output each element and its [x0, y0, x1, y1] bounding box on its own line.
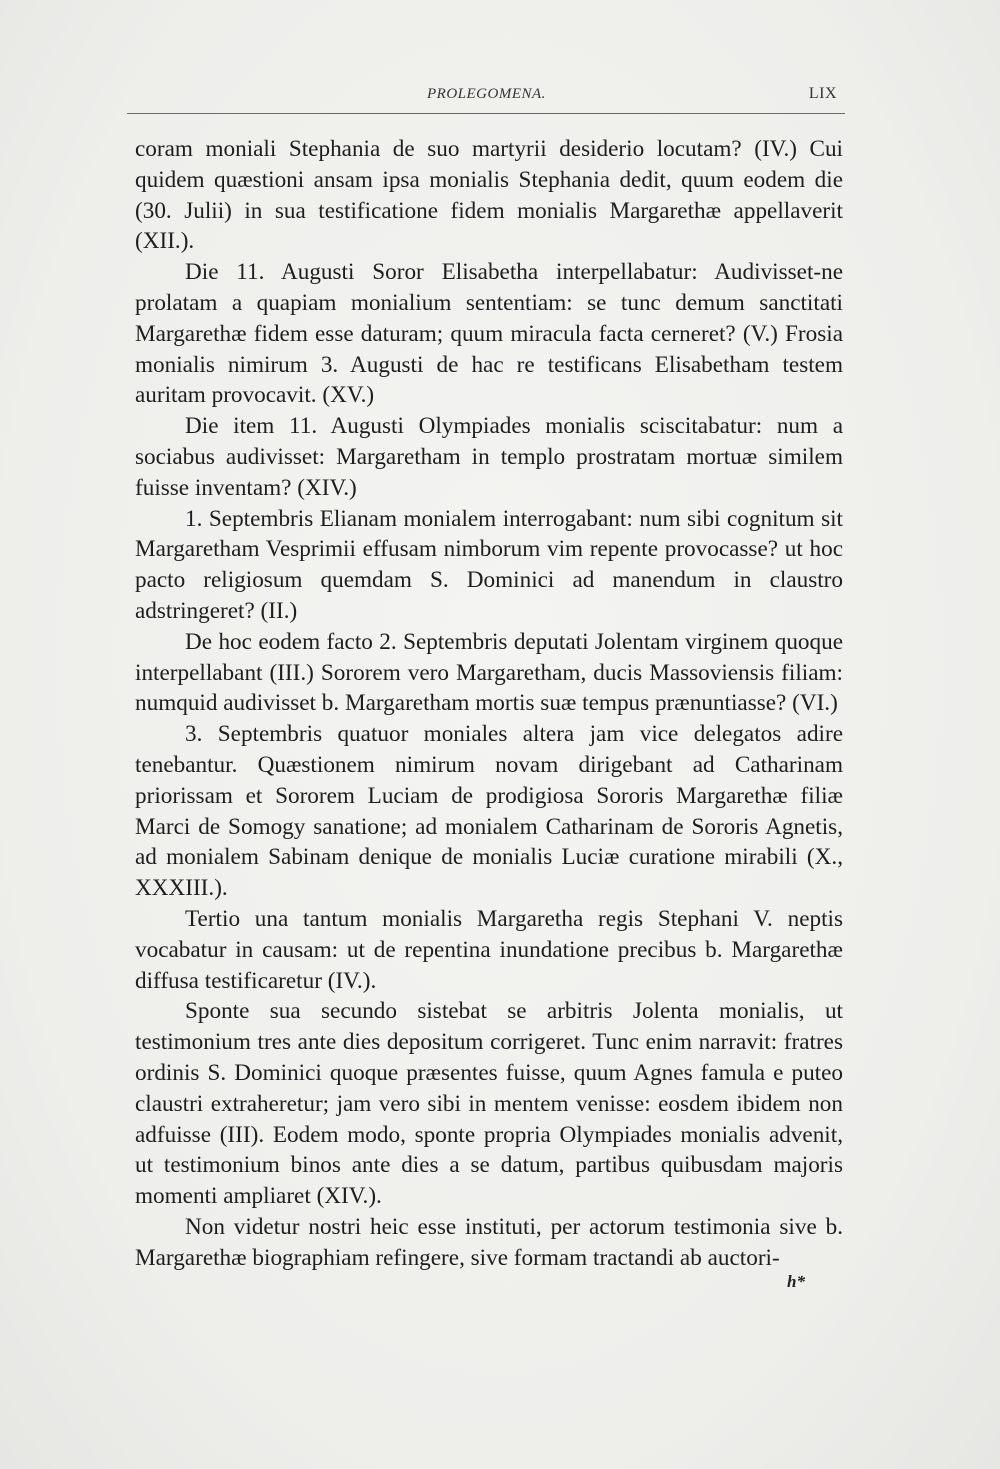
body-text [135, 134, 843, 1273]
paragraph: Die item 11. Augusti Olympiades monialis sciscitabatur: num a sociabus audivisset: Margaretham in templo prostratam mortuæ similem fuisse inventam? (XIV.) [135, 413, 843, 501]
running-header [127, 86, 845, 114]
paragraph: Non videtur nostri heic esse instituti, per actorum testimonia sive b. Margarethæ biographiam refingere, sive formam tractandi ab auctori- [135, 1213, 843, 1271]
signature-mark: h* [787, 1272, 805, 1291]
paragraph: 1. Septembris Elianam monialem interrogabant: num sibi cognitum sit Margaretham Vesprimii effusam nimborum vim repente provocasse? ut hoc pacto religiosum quemdam S. Dominici ad manendum in claustro adstringeret? (II.) [135, 505, 843, 624]
paragraph: Sponte sua secundo sistebat se arbitris Jolenta monialis, ut testimonium tres ante dies depositum corrigeret. Tunc enim narravit: fratres ordinis S. Dominici quoque præsentes fuisse, quum Agnes famula e puteo claustri extraheretur; jam vero sibi in mentem venisse: eosdem ibidem non adfuisse (III). Eodem modo, sponte propria Olympiades monialis advenit, ut testimonium binos ante dies a se datum, partibus quibusdam majoris momenti ampliaret (XIV.). [135, 998, 843, 1210]
running-title: PROLEGOMENA. [427, 86, 546, 102]
paragraph: De hoc eodem facto 2. Septembris deputati Jolentam virginem quoque interpellabant (III.) Sororem vero Margaretham, ducis Massoviensis filiam: numquid audivisset b. Margaretham mortis suæ tempus prænuntiasse? (VI.) [135, 628, 843, 717]
paragraph: Tertio una tantum monialis Margaretha regis Stephani V. neptis vocabatur in causam: ut de repentina inundatione precibus b. Margarethæ diffusa testificaretur (IV.). [135, 905, 843, 994]
paragraph: coram moniali Stephania de suo martyrii desiderio locutam? (IV.) Cui quidem quæstioni ansam ipsa monialis Stephania dedit, quum eodem die (30. Julii) in sua testificatione fidem monialis Margarethæ appellaverit (XII.). [135, 136, 843, 255]
paragraph: 3. Septembris quatuor moniales altera jam vice delegatos adire tenebantur. Quæstionem nimirum novam dirigebant ad Catharinam priorissam et Sororem Luciam de prodigiosa Sororis Margarethæ filiæ Marci de Somogy sanatione; ad monialem Catharinam de Sororis Agnetis, ad monialem Sabinam denique de monialis Luciæ curatione mirabili (X., XXXIII.). [135, 721, 843, 902]
paragraph: Die 11. Augusti Soror Elisabetha interpellabatur: Audivisset-ne prolatam a quapiam monialium sententiam: se tunc demum sanctitati Margarethæ fidem esse daturam; quum miracula facta cerneret? (V.) Frosia monialis nimirum 3. Augusti de hac re testificans Elisabetham testem auritam provocavit. (XV.) [135, 259, 843, 409]
page-number: LIX [808, 85, 837, 102]
header-rule [127, 113, 845, 114]
